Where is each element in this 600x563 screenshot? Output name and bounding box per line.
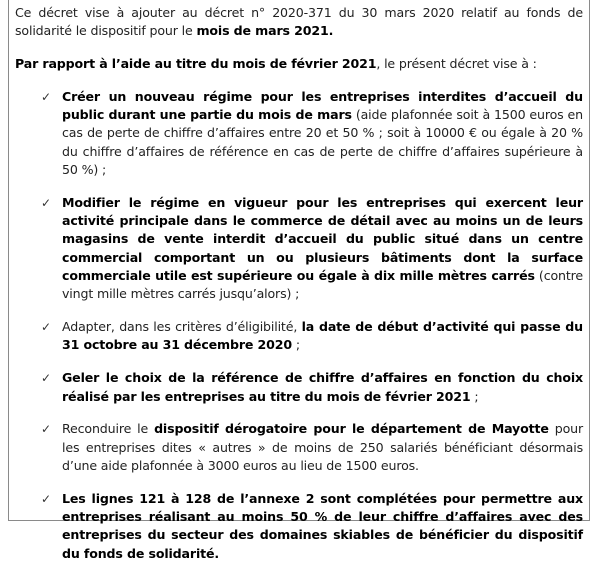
list-item [15, 369, 583, 406]
item-text: (contre vingt mille mètres carrés jusqu’alors) ; [62, 268, 583, 302]
intro-bold: mois de mars 2021. [196, 23, 334, 39]
item-bold-text: Créer un nouveau régime pour les entreprises interdites d’accueil du public durant une partie du mois de mars [62, 88, 583, 123]
lead-paragraph [15, 55, 583, 73]
check-mark-icon: ✓ [41, 491, 51, 506]
intro-paragraph [15, 4, 583, 41]
measures-list [15, 88, 583, 563]
lead-text: , le présent décret vise à : [376, 56, 537, 72]
check-mark-icon: ✓ [41, 371, 51, 386]
check-mark-icon: ✓ [41, 422, 51, 437]
item-text: pour les entreprises dites « autres » de moins de 250 salariés bénéficiant désormais d’une aide plafonnée à 3000 euros au lieu de 1500 euros. [62, 421, 583, 473]
item-bold-text: la date de début d’activité qui passe du 31 octobre au 31 décembre 2020 [62, 319, 583, 353]
check-mark-icon: ✓ [41, 89, 51, 104]
intro-text: Ce décret vise à ajouter au décret n° 2020-371 du 30 mars 2020 relatif au fonds de solidarité le dispositif pour le [15, 5, 583, 39]
item-bold-text: Geler le choix de la référence de chiffre d’affaires en fonction du choix réalisé par les entreprises au titre du mois de février 2021 [62, 370, 583, 404]
check-mark-icon: ✓ [41, 195, 51, 210]
list-item [15, 420, 583, 475]
document-box [8, 0, 590, 561]
item-text: Adapter, dans les critères d’éligibilité, [62, 319, 302, 335]
item-bold-text: Modifier le régime en vigueur pour les entreprises qui exercent leur activité principale dans le commerce de détail avec au moins un de leurs magasins de vente interdit d’accueil du public situé dans un centre commercial comportant un ou plusieurs bâtiments dont la surface commerciale utile est supérieure ou égale à dix mille mètres carrés [62, 194, 583, 284]
list-item [15, 490, 583, 563]
item-text: (aide plafonnée soit à 1500 euros en cas de perte de chiffre d’affaires entre 20 et 50 % ; soit à 10000 € ou égale à 20 % du chiffre d’affaires de référence en cas de perte de chiffre d’affaires supérieure à 50 %) ; [62, 107, 583, 178]
item-bold-text: dispositif dérogatoire pour le département de Mayotte [154, 421, 549, 437]
list-item [15, 194, 583, 304]
item-text: Reconduire le [62, 421, 155, 437]
item-text: ; [292, 337, 300, 353]
item-bold-text: Les lignes 121 à 128 de l’annexe 2 sont complétées pour permettre aux entreprises réalisant au moins 50 % de leur chiffre d’affaires avec des entreprises du secteur des domaines skiables de bénéficier du dispositif du fonds de solidarité. [62, 490, 583, 561]
list-item [15, 318, 583, 355]
check-mark-icon: ✓ [41, 320, 51, 335]
item-text: ; [470, 388, 479, 404]
lead-bold: Par rapport à l’aide au titre du mois de février 2021 [15, 56, 377, 72]
list-item [15, 88, 583, 179]
